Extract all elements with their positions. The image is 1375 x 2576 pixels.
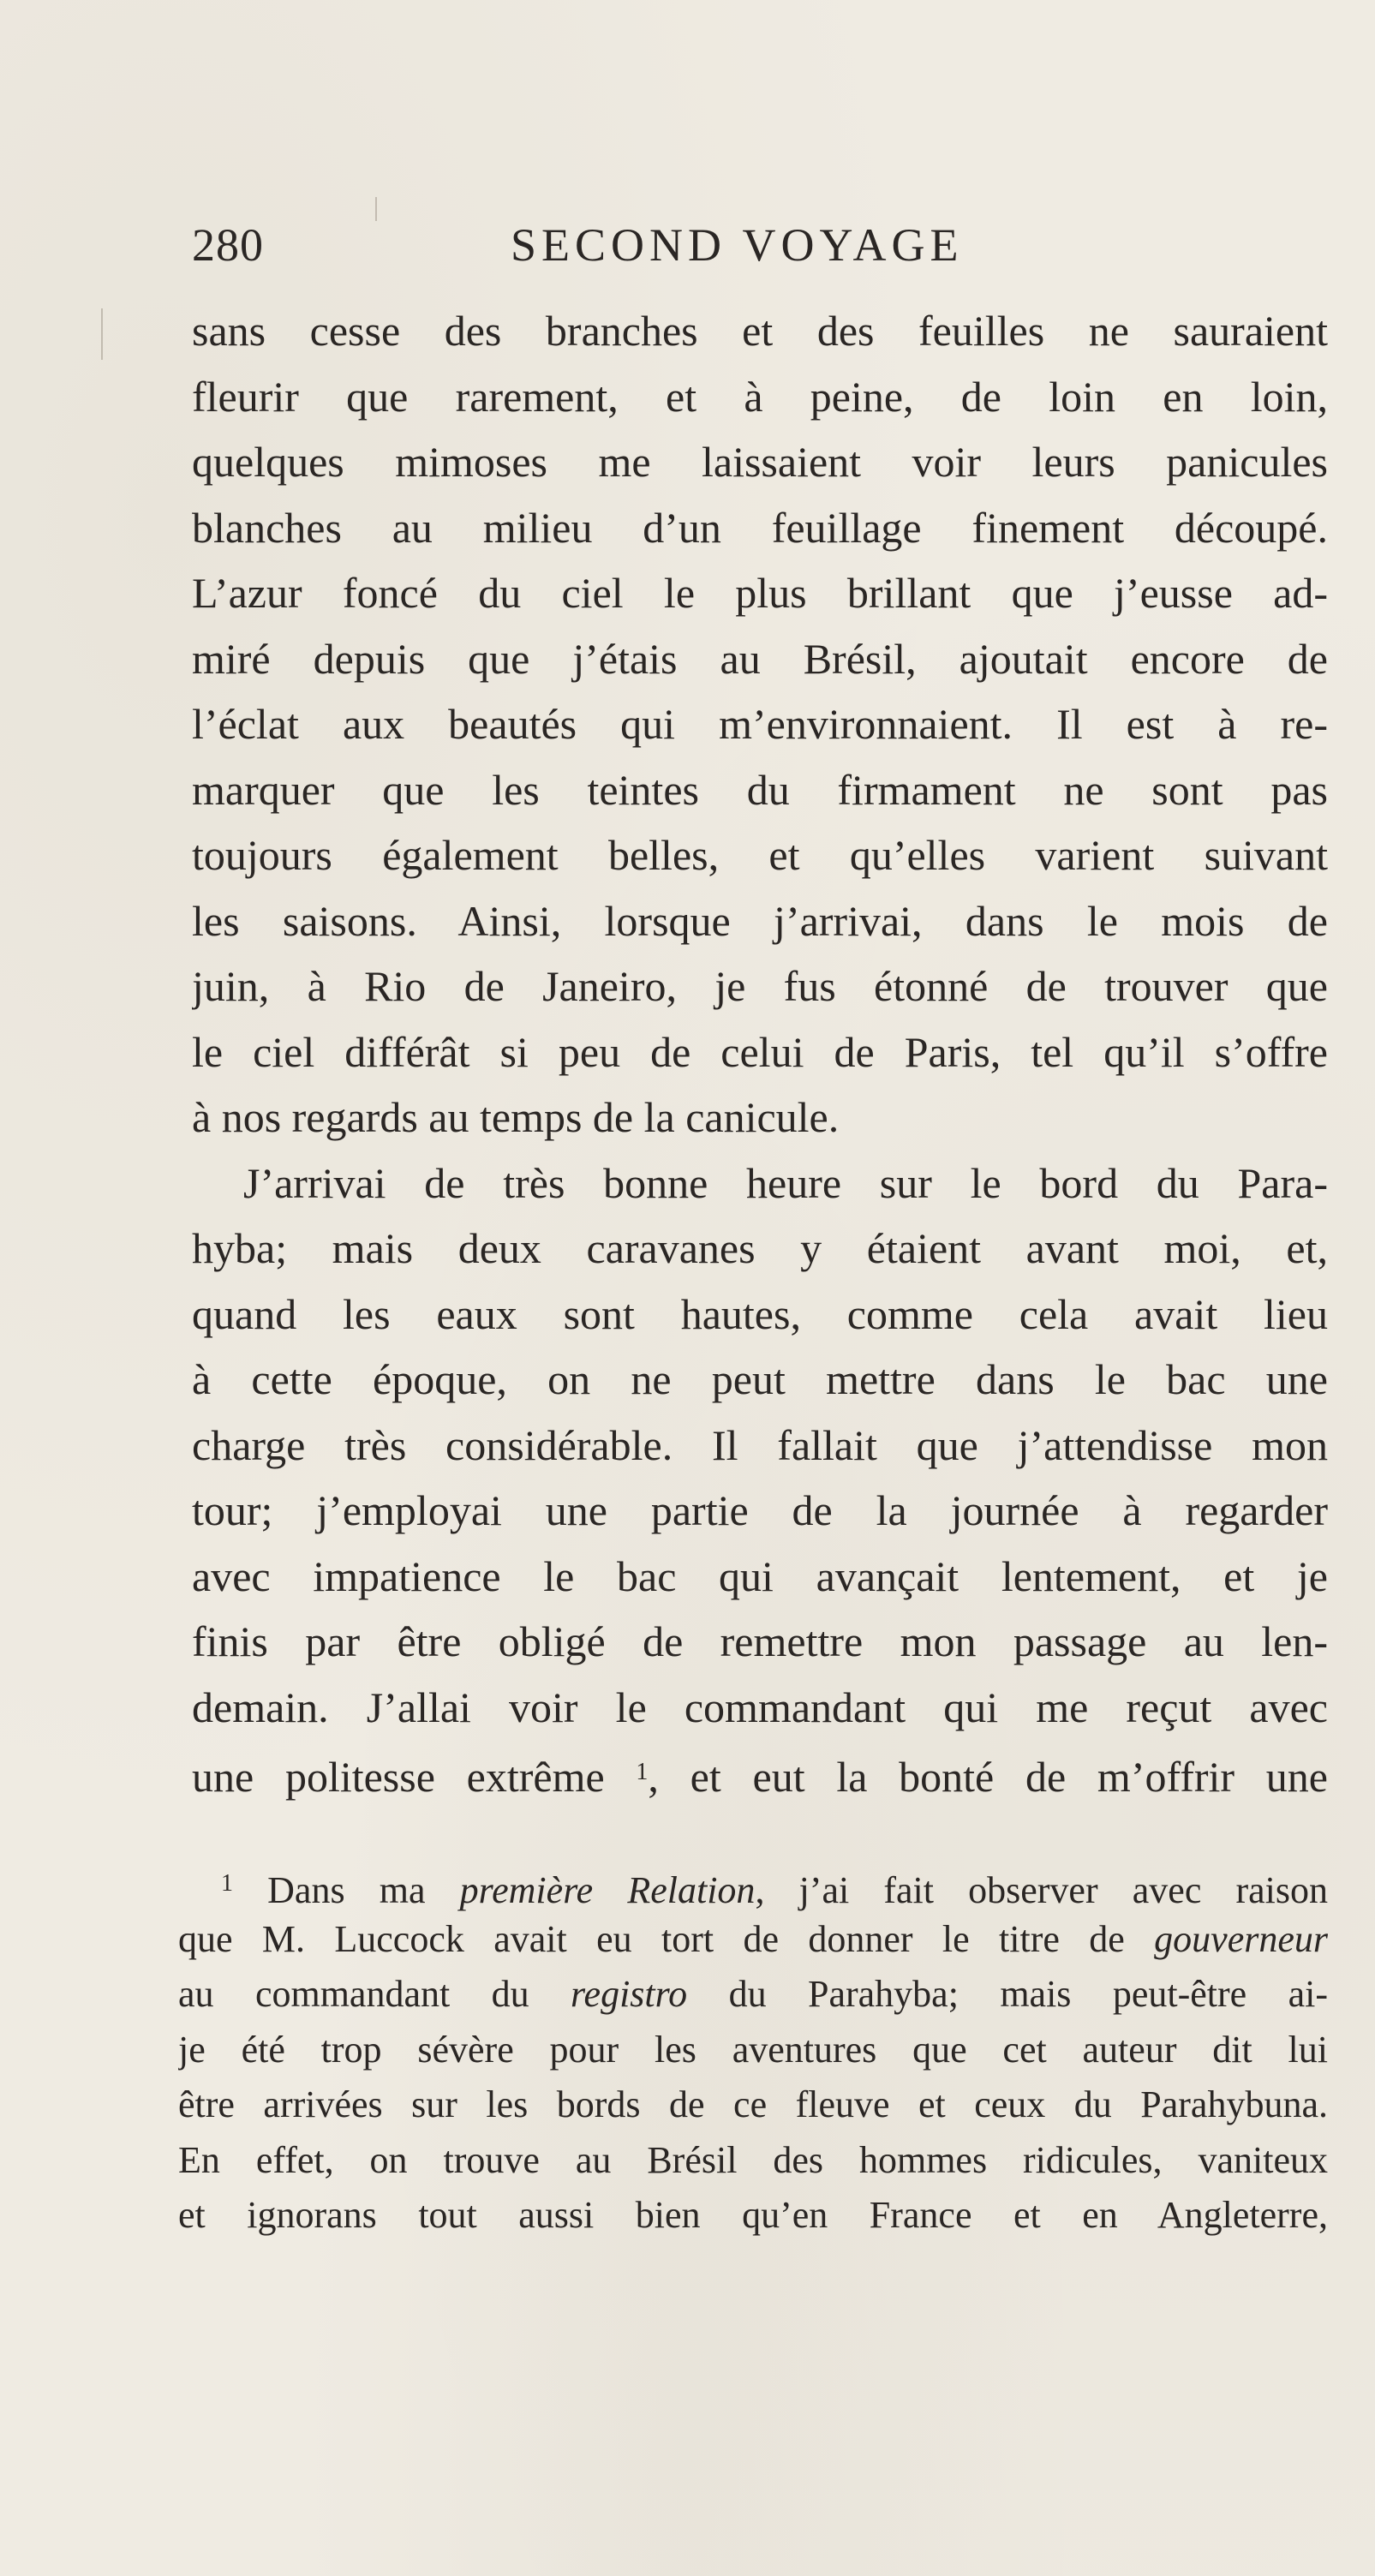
text-line: les saisons. Ainsi, lorsque j’arrivai, dans le mois de [192, 896, 1328, 945]
footnote-line: être arrivées sur les bords de ce fleuve et ceux du Parahybuna. [178, 2083, 1328, 2125]
footnote-line [178, 1856, 1328, 1912]
text-fragment: Dans ma [267, 1869, 426, 1911]
text-line: charge très considérable. Il fallait que j’attendisse mon [192, 1420, 1328, 1469]
text-line: demain. J’allai voir le commandant qui me reçut avec [192, 1682, 1328, 1731]
italic-word: registro [571, 1973, 688, 2015]
text-line: fleurir que rarement, et à peine, de loin en loin, [192, 372, 1328, 421]
text-line: marquer que les teintes du firmament ne sont pas [192, 765, 1328, 814]
text-line-with-footnote-ref [192, 1740, 1328, 1806]
text-line: l’éclat aux beautés qui m’environnaient. Il est à re- [192, 700, 1328, 748]
page-number: 280 [192, 219, 264, 271]
paragraph-start-line: J’arrivai de très bonne heure sur le bord du Para- [243, 1158, 1328, 1207]
text-line: toujours également belles, et qu’elles varient suivant [192, 831, 1328, 879]
text-line: L’azur foncé du ciel le plus brillant que j’eusse ad- [192, 569, 1328, 617]
italic-word: gouverneur [1154, 1917, 1328, 1960]
text-line: quand les eaux sont hautes, comme cela avait lieu [192, 1289, 1328, 1338]
paper-crease [375, 197, 377, 221]
text-fragment: une politesse extrême [192, 1753, 605, 1801]
paragraph-end-line: à nos regards au temps de la canicule. [192, 1093, 840, 1141]
text-fragment: au commandant du [178, 1973, 529, 2015]
italic-title: première Relation [459, 1869, 756, 1911]
footnote-line: et ignorans tout aussi bien qu’en France et en Angleterre, [178, 2194, 1328, 2236]
text-line: le ciel différât si peu de celui de Paris, tel qu’il s’offre [192, 1027, 1328, 1076]
running-title: SECOND VOYAGE [511, 219, 964, 271]
footnote-line [178, 1912, 1328, 1968]
text-fragment: du Parahyba; mais peut-être ai- [728, 1973, 1328, 2015]
text-line: miré depuis que j’étais au Brésil, ajoutait encore de [192, 634, 1328, 683]
text-line: quelques mimoses me laissaient voir leurs panicules [192, 438, 1328, 486]
text-line: avec impatience le bac qui avançait lentement, et je [192, 1551, 1328, 1600]
footnote-line [178, 1967, 1328, 2023]
text-fragment: , j’ai fait observer avec raison [755, 1869, 1328, 1911]
footnote-line: je été trop sévère pour les aventures que cet auteur dit lui [178, 2028, 1328, 2071]
footnote-reference: 1 [636, 1759, 649, 1785]
running-head [192, 218, 1328, 278]
footnote-marker: 1 [221, 1870, 233, 1897]
text-line: hyba; mais deux caravanes y étaient avant moi, et, [192, 1224, 1328, 1272]
text-line: juin, à Rio de Janeiro, je fus étonné de trouver que [192, 962, 1328, 1010]
text-line: tour; j’employai une partie de la journée à regarder [192, 1486, 1328, 1534]
text-fragment: , et eut la bonté de m’offrir une [648, 1753, 1328, 1801]
text-line: à cette époque, on ne peut mettre dans le bac une [192, 1355, 1328, 1403]
paper-crease [101, 308, 103, 360]
text-line: finis par être obligé de remettre mon passage au len- [192, 1617, 1328, 1665]
text-line: blanches au milieu d’un feuillage finement découpé. [192, 503, 1328, 552]
footnote-line: En effet, on trouve au Brésil des hommes ridicules, vaniteux [178, 2138, 1328, 2181]
text-line: sans cesse des branches et des feuilles ne sauraient [192, 307, 1328, 355]
text-fragment: que M. Luccock avait eu tort de donner le titre de [178, 1917, 1125, 1960]
footnote-block [178, 1856, 1328, 2244]
body-text [192, 298, 1328, 1806]
